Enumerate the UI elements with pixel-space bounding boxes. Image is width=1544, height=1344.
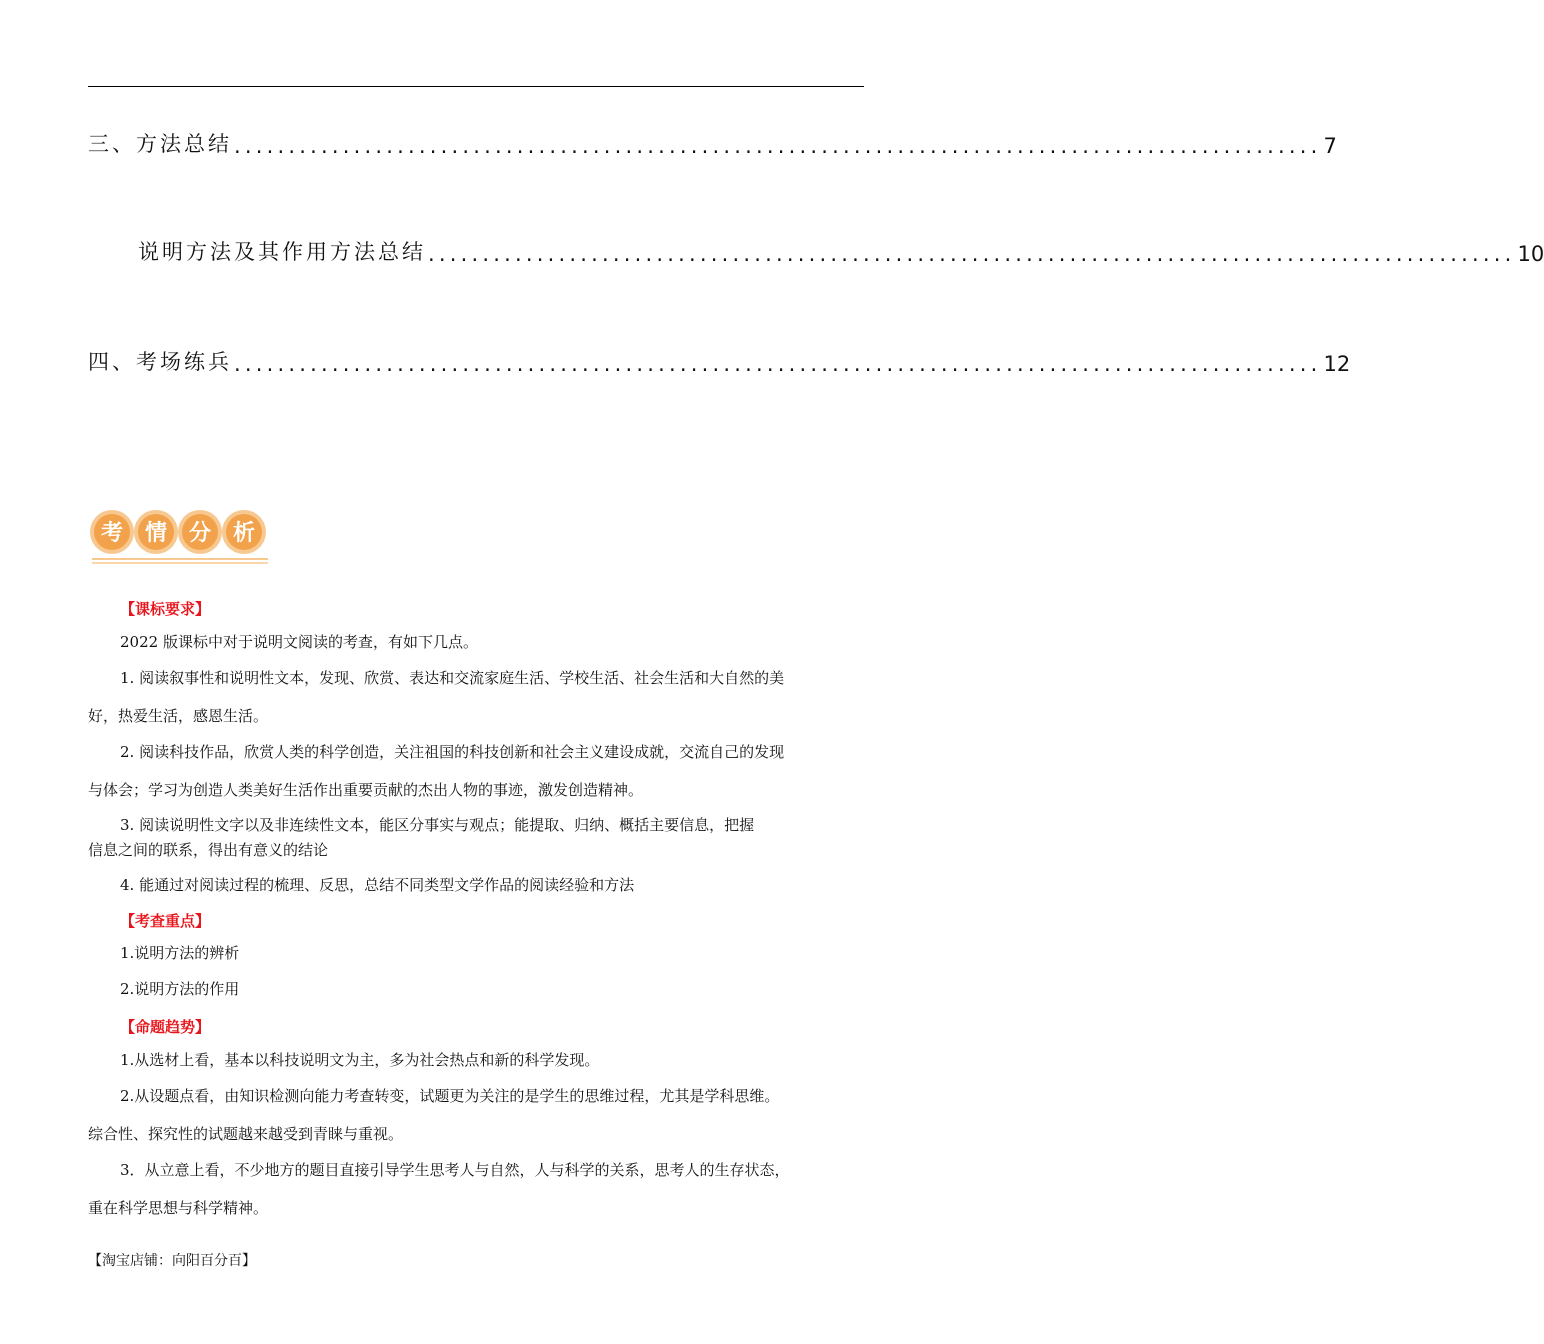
toc-page-number: 12: [1323, 352, 1351, 376]
mingti-item-line: 1.从选材上看，基本以科技说明文为主，多为社会热点和新的科学发现。: [120, 1051, 600, 1069]
section-badge: [88, 505, 272, 567]
toc-entry[interactable]: [88, 342, 1351, 376]
toc-page-number: 7: [1323, 134, 1337, 158]
badge-char: 析: [232, 521, 256, 546]
kebiao-item-line: 与体会；学习为创造人类美好生活作出重要贡献的杰出人物的事迹，激发创造精神。: [88, 781, 644, 799]
section-heading-kebiao: 【课标要求】: [120, 600, 211, 618]
mingti-item-line: 3．从立意上看，不少地方的题目直接引导学生思考人与自然，人与科学的关系，思考人的生存状态，: [120, 1161, 790, 1179]
toc-leader: ....................................................................................................: [428, 242, 1516, 266]
kebiao-item-line: 4. 能通过对阅读过程的梳理、反思，总结不同类型文学作品的阅读经验和方法: [120, 876, 635, 894]
toc-entry[interactable]: [88, 124, 1337, 158]
kebiao-item-line: 3. 阅读说明性文字以及非连续性文本，能区分事实与观点；能提取、归纳、概括主要信息，把握: [120, 816, 755, 834]
footer-shop-note: 【淘宝店铺：向阳百分百】: [88, 1253, 256, 1269]
toc-title: 说明方法及其作用方法总结: [138, 240, 426, 264]
toc-leader: ....................................................................................................: [234, 134, 1322, 158]
kebiao-item-line: 好，热爱生活，感恩生活。: [88, 707, 269, 725]
kaocha-item: 2.说明方法的作用: [120, 980, 240, 998]
mingti-item-line: 2.从设题点看，由知识检测向能力考查转变，试题更为关注的是学生的思维过程，尤其是学科思维。: [120, 1087, 780, 1105]
badge-circle: [134, 510, 178, 554]
mingti-item-line: 重在科学思想与科学精神。: [88, 1199, 269, 1217]
badge-circle: [90, 510, 134, 554]
toc-entry[interactable]: [138, 232, 1544, 266]
badge-circle: [178, 510, 222, 554]
section-heading-kaocha: 【考查重点】: [120, 912, 211, 930]
badge-circle: [222, 510, 266, 554]
toc-leader: ....................................................................................................: [234, 352, 1322, 376]
badge-char: 情: [144, 521, 168, 546]
kebiao-item-line: 1. 阅读叙事性和说明性文本，发现、欣赏、表达和交流家庭生活、学校生活、社会生活和大自然的美: [120, 669, 785, 687]
section-heading-mingti: 【命题趋势】: [120, 1018, 211, 1036]
kebiao-item-line: 信息之间的联系，得出有意义的结论: [88, 841, 329, 859]
toc-title: 四、考场练兵: [88, 350, 232, 374]
kebiao-item-line: 2. 阅读科技作品，欣赏人类的科学创造，关注祖国的科技创新和社会主义建设成就，交流自己的发现: [120, 743, 785, 761]
toc-title: 三、方法总结: [88, 132, 232, 156]
toc-page-number: 10: [1517, 242, 1544, 266]
mingti-item-line: 综合性、探究性的试题越来越受到青睐与重视。: [88, 1125, 404, 1143]
kaocha-item: 1.说明方法的辨析: [120, 944, 240, 962]
header-rule: [88, 86, 864, 87]
badge-char: 考: [100, 521, 124, 546]
badge-char: 分: [188, 521, 212, 546]
kebiao-intro: 2022 版课标中对于说明文阅读的考查，有如下几点。: [120, 633, 478, 651]
